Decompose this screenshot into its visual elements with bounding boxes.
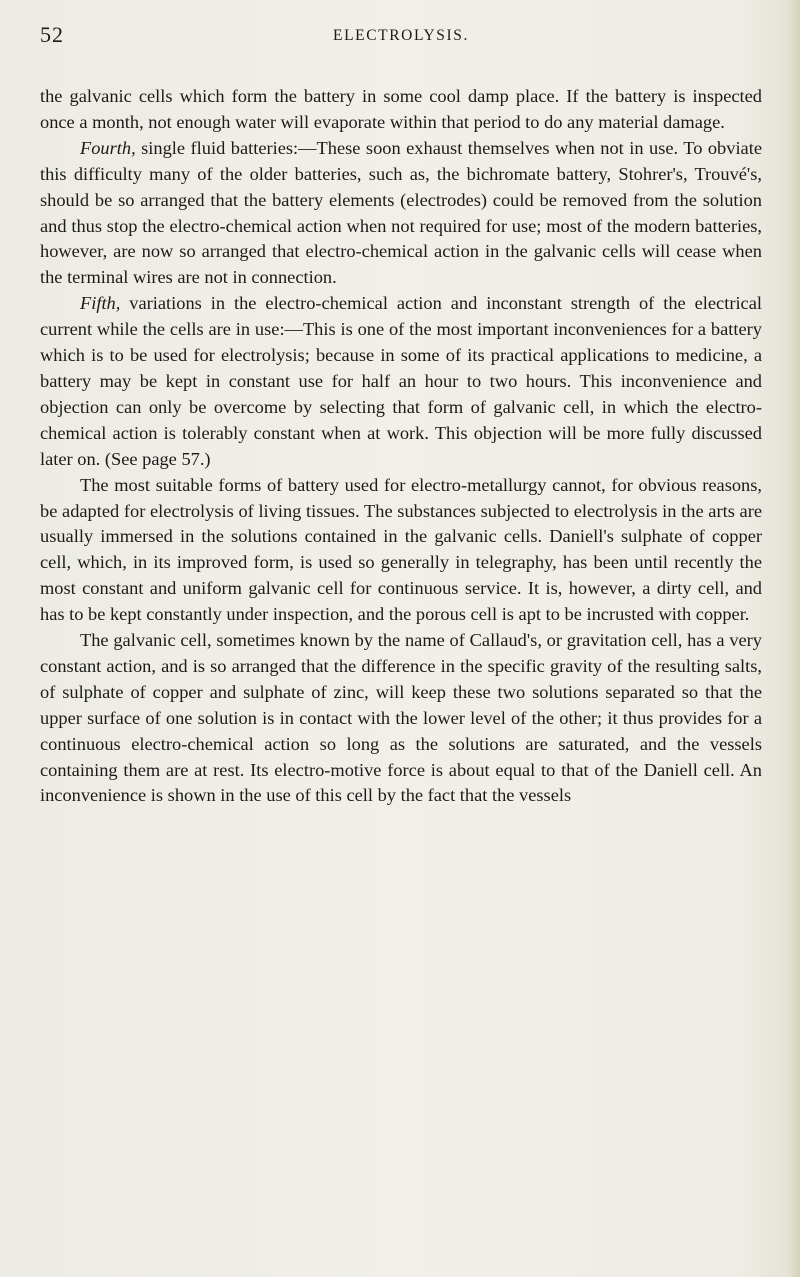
paragraph-3-text: variations in the electro-chemical action and inconstant strength of the electrical current while the cells are in use:—This is one of the most important inconveniences for a battery which is to be used for electrolysis; because in some of its practical applications to medicine, a battery may be kept in constant use for half an hour to two hours. This inconvenience and objection can only be overcome by selecting that form of galvanic cell, in which the electro-chemical action is tolerably constant when at work. This objection will be more fully discussed later on. (See page 57.) [40,293,762,469]
paragraph-3 [40,291,762,472]
paragraph-3-lead: Fifth, [80,293,121,314]
paragraph-4: The most suitable forms of battery used for electro-metallurgy cannot, for obvious reasons, be adapted for electrolysis of living tissues. The substances subjected to electrolysis in the arts are usually immersed in the solutions contained in the galvanic cells. Daniell's sulphate of copper cell, which, in its improved form, is used so generally in telegraphy, has been until recently the most constant and uniform galvanic cell for continuous service. It is, however, a dirty cell, and has to be kept constantly under inspection, and the porous cell is apt to be incrusted with copper. [40,474,762,625]
page-edge-shadow [786,0,800,1277]
running-head: ELECTROLYSIS. [333,27,469,44]
page-number: 52 [40,22,64,47]
paragraph-2-text: single fluid batteries:—These soon exhaust themselves when not in use. To obviate this difficulty many of the older batteries, such as, the bichromate battery, Stohrer's, Trouvé's, should be so arranged that the battery elements (electrodes) could be removed from the solution and thus stop the electro-chemical action when not required for use; most of the modern batteries, however, are now so arranged that electro-chemical action in the galvanic cells will cease when the terminal wires are not in connection. [40,137,762,288]
paragraph-1: the galvanic cells which form the battery in some cool damp place. If the battery is inspected once a month, not enough water will evaporate within that period to do any material damage. [40,86,762,132]
page-header [40,22,762,52]
body-text [40,84,762,809]
paragraph-2-lead: Fourth, [80,137,136,158]
paragraph-5: The galvanic cell, sometimes known by the name of Callaud's, or gravitation cell, has a very constant action, and is so arranged that the difference in the specific gravity of the resulting salts, of sulphate of copper and sulphate of zinc, will keep these two solutions separated so that the upper surface of one solution is in contact with the lower level of the other; it thus provides for a continuous electro-chemical action so long as the solutions are saturated, and the vessels containing them are at rest. Its electro-motive force is about equal to that of the Daniell cell. An inconvenience is shown in the use of this cell by the fact that the vessels [40,630,762,806]
paragraph-2 [40,136,762,291]
